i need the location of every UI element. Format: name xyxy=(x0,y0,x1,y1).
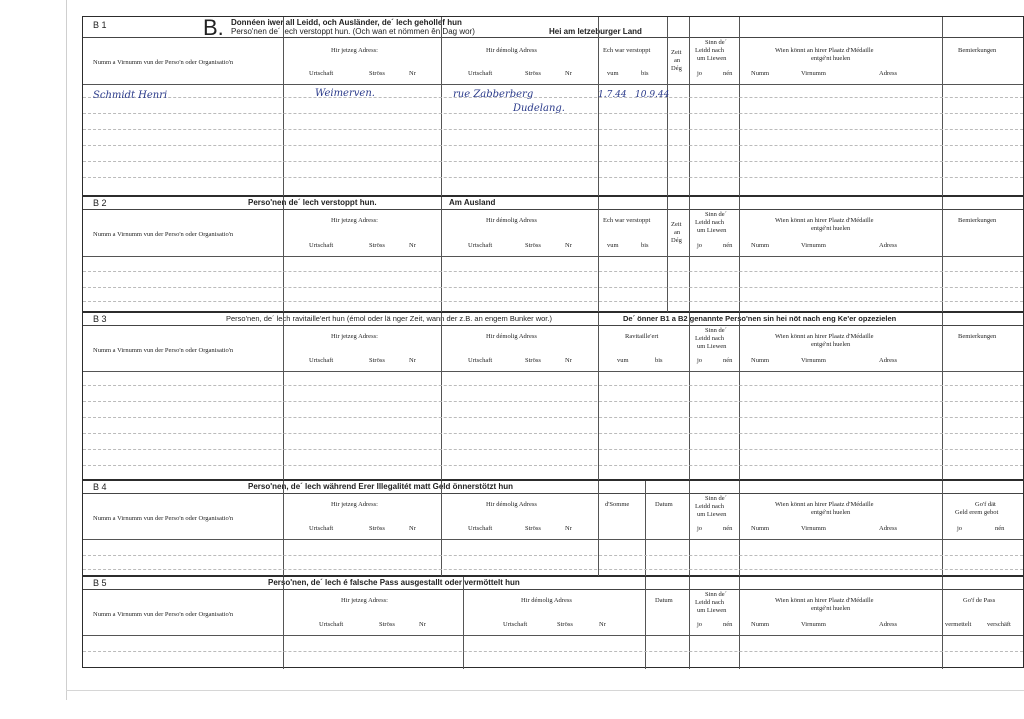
section-code: B 2 xyxy=(93,198,107,208)
col-line xyxy=(645,577,646,669)
section-note: De´ önner B1 a B2 genannte Perso'nen sin hei nöt nach eng Ke'er opzezielen xyxy=(623,314,897,323)
row-line xyxy=(83,145,1023,146)
ortschaft-label: Urtschaft xyxy=(309,525,334,532)
from-label: vum xyxy=(617,357,629,364)
col-line xyxy=(283,197,284,313)
ortschaft-label: Urtschaft xyxy=(319,621,344,628)
col-line xyxy=(645,481,646,577)
alive-header-2: Leidd nach xyxy=(695,503,725,510)
to-label: bis xyxy=(655,357,663,364)
stross-label: Ströss xyxy=(525,70,541,77)
medal-address-label: Adress xyxy=(879,621,898,628)
col-line xyxy=(739,313,740,481)
entry-town[interactable]: Weimerven. xyxy=(315,88,375,99)
alive-header: Sinn de´ xyxy=(705,211,727,218)
row-line xyxy=(83,161,1023,162)
medal-header: Wien könnt an hirer Plaatz d'Médaille xyxy=(775,597,874,604)
medal-header: Wien könnt an hirer Plaatz d'Médaille xyxy=(775,333,874,340)
col-line xyxy=(689,313,690,481)
col-line xyxy=(689,577,690,669)
medal-header: Wien könnt an hirer Plaatz d'Médaille xyxy=(775,217,874,224)
medal-firstname-label: Virnumm xyxy=(801,621,826,628)
medal-firstname-label: Virnumm xyxy=(801,242,826,249)
col-line xyxy=(689,197,690,313)
alive-header: Sinn de´ xyxy=(705,327,727,334)
section-title: Perso'nen de´ lech verstoppt hun. xyxy=(248,198,377,207)
row-line xyxy=(83,401,1023,402)
col-line xyxy=(689,17,690,197)
section-title: Perso'nen, de´ lech é falsche Pass ausgestallt oder vermöttelt hun xyxy=(268,578,520,587)
col-line xyxy=(667,17,668,197)
paper-fold-line xyxy=(66,0,67,700)
entry-old-town[interactable]: Dudelang. xyxy=(513,103,565,114)
stross-label: Ströss xyxy=(369,242,385,249)
nr-label: Nr xyxy=(599,621,606,628)
no-label: nén xyxy=(723,621,733,628)
row-line xyxy=(83,651,1023,652)
alive-header-2: Leidd nach xyxy=(695,219,725,226)
alive-header-3: um Liewen xyxy=(697,511,727,518)
date-header: Datum xyxy=(655,597,673,604)
hidden-header: Ech war verstoppt xyxy=(603,47,651,54)
ortschaft-label: Urtschaft xyxy=(309,242,334,249)
col-line xyxy=(283,313,284,481)
to-label: bis xyxy=(641,70,649,77)
medal-header-2: entgé'nt huelen xyxy=(811,55,851,62)
address-now-header: Hir jetzeg Adress: xyxy=(331,47,378,54)
no-label: nén xyxy=(995,525,1005,532)
col-line xyxy=(598,313,599,481)
no-label: nén xyxy=(723,357,733,364)
nr-label: Nr xyxy=(409,357,416,364)
stross-label: Ströss xyxy=(379,621,395,628)
paper-bottom-edge xyxy=(66,690,1024,691)
row-line xyxy=(83,555,1023,556)
stross-label: Ströss xyxy=(525,242,541,249)
time-header-an: an xyxy=(674,229,681,236)
alive-header-3: um Liewen xyxy=(697,55,727,62)
section-subtitle: Perso'nen de´ lech verstoppt hun. (Och wan et nömmen ên Dag wor) xyxy=(231,27,475,36)
medal-address-label: Adress xyxy=(879,70,898,77)
ortschaft-label: Urtschaft xyxy=(468,70,493,77)
passport-header: Go'f de Pass xyxy=(963,597,996,604)
address-now-header: Hir jetzeg Adress: xyxy=(341,597,388,604)
medal-name-label: Numm xyxy=(751,525,770,532)
alive-header-3: um Liewen xyxy=(697,343,727,350)
no-label: nén xyxy=(723,70,733,77)
medal-address-label: Adress xyxy=(879,357,898,364)
nr-label: Nr xyxy=(565,525,572,532)
ortschaft-label: Urtschaft xyxy=(468,525,493,532)
time-header: Zeit xyxy=(671,221,682,228)
yes-label: jo xyxy=(957,525,963,532)
ortschaft-label: Urtschaft xyxy=(309,357,334,364)
ortschaft-label: Urtschaft xyxy=(309,70,334,77)
col-line xyxy=(441,313,442,481)
col-line xyxy=(598,197,599,313)
medal-name-label: Numm xyxy=(751,70,770,77)
nr-label: Nr xyxy=(565,242,572,249)
from-label: vum xyxy=(607,242,619,249)
nr-label: Nr xyxy=(409,525,416,532)
address-old-header: Hir démolig Adress xyxy=(486,217,537,224)
medal-name-label: Numm xyxy=(751,621,770,628)
hidden-header: Ech war verstoppt xyxy=(603,217,651,224)
money-returned-header-2: Geld erem gebot xyxy=(955,509,999,516)
alive-header: Sinn de´ xyxy=(705,591,727,598)
ortschaft-label: Urtschaft xyxy=(468,357,493,364)
col-line xyxy=(942,17,943,197)
mediated-label: vermettelt xyxy=(945,621,972,628)
sum-header: d'Somme xyxy=(605,501,630,508)
stross-label: Ströss xyxy=(369,525,385,532)
stross-label: Ströss xyxy=(369,357,385,364)
section-location: Am Ausland xyxy=(449,198,496,207)
yes-label: jo xyxy=(697,621,703,628)
medal-address-label: Adress xyxy=(879,242,898,249)
alive-header-2: Leidd nach xyxy=(695,47,725,54)
section-code: B 3 xyxy=(93,314,107,324)
section-b2 xyxy=(82,196,1024,312)
address-now-header: Hir jetzeg Adress: xyxy=(331,217,378,224)
col-line xyxy=(283,481,284,577)
form-part-letter: B. xyxy=(203,15,224,40)
col-line xyxy=(739,481,740,577)
row-line xyxy=(83,385,1023,386)
medal-name-label: Numm xyxy=(751,357,770,364)
medal-name-label: Numm xyxy=(751,242,770,249)
alive-header-3: um Liewen xyxy=(697,607,727,614)
col-line xyxy=(942,577,943,669)
nr-label: Nr xyxy=(419,621,426,628)
nr-label: Nr xyxy=(565,70,572,77)
col-line xyxy=(441,481,442,577)
col-line xyxy=(283,577,284,669)
time-header-days: Dég xyxy=(671,65,682,72)
time-header-days: Dég xyxy=(671,237,682,244)
address-now-header: Hir jetzeg Adress: xyxy=(331,333,378,340)
col-line xyxy=(441,17,442,197)
supplied-header: Ravitaille'ert xyxy=(625,333,659,340)
stross-label: Ströss xyxy=(369,70,385,77)
col-line xyxy=(739,577,740,669)
nr-label: Nr xyxy=(565,357,572,364)
name-header: Numm a Virnumm vun der Perso'n oder Organisatio'n xyxy=(93,347,234,354)
to-label: bis xyxy=(641,242,649,249)
yes-label: jo xyxy=(697,357,703,364)
medal-firstname-label: Virnumm xyxy=(801,525,826,532)
medal-header-2: entgé'nt huelen xyxy=(811,509,851,516)
medal-header: Wien könnt an hirer Plaatz d'Médaille xyxy=(775,501,874,508)
address-old-header: Hir démolig Adress xyxy=(521,597,572,604)
form-sheet xyxy=(82,16,1024,668)
address-old-header: Hir démolig Adress xyxy=(486,501,537,508)
medal-header-2: entgé'nt huelen xyxy=(811,225,851,232)
section-code: B 5 xyxy=(93,578,107,588)
row-line xyxy=(83,177,1023,178)
col-line xyxy=(942,197,943,313)
col-line xyxy=(739,17,740,197)
address-old-header: Hir démolig Adress xyxy=(486,333,537,340)
section-b5 xyxy=(82,576,1024,668)
medal-firstname-label: Virnumm xyxy=(801,357,826,364)
alive-header-2: Leidd nach xyxy=(695,335,725,342)
time-header: Zeit xyxy=(671,49,682,56)
col-line xyxy=(667,197,668,313)
yes-label: jo xyxy=(697,525,703,532)
stross-label: Ströss xyxy=(525,357,541,364)
date-header: Datum xyxy=(655,501,673,508)
alive-header-3: um Liewen xyxy=(697,227,727,234)
address-now-header: Hir jetzeg Adress: xyxy=(331,501,378,508)
row-line xyxy=(83,287,1023,288)
col-line xyxy=(689,481,690,577)
yes-label: jo xyxy=(697,242,703,249)
remarks-header: Bemierkungen xyxy=(958,47,997,54)
section-title: Donnéen iwer all Leidd, och Ausländer, de´ lech gehollef hun xyxy=(231,18,462,27)
ortschaft-label: Urtschaft xyxy=(468,242,493,249)
col-line xyxy=(463,577,464,669)
name-header: Numm a Virnumm vun der Perso'n oder Organisatio'n xyxy=(93,515,234,522)
entry-name[interactable]: Schmidt Henri xyxy=(93,90,168,101)
row-line xyxy=(83,301,1023,302)
row-line xyxy=(83,417,1023,418)
stross-label: Ströss xyxy=(557,621,573,628)
from-label: vum xyxy=(607,70,619,77)
medal-header-2: entgé'nt huelen xyxy=(811,341,851,348)
ortschaft-label: Urtschaft xyxy=(503,621,528,628)
section-b4 xyxy=(82,480,1024,576)
section-code: B 4 xyxy=(93,482,107,492)
col-line xyxy=(942,313,943,481)
row-line xyxy=(83,271,1023,272)
yes-label: jo xyxy=(697,70,703,77)
section-b1 xyxy=(82,16,1024,196)
money-returned-header: Go'f dät xyxy=(975,501,996,508)
alive-header-2: Leidd nach xyxy=(695,599,725,606)
section-code: B 1 xyxy=(93,20,107,30)
remarks-header: Bemierkungen xyxy=(958,217,997,224)
col-line xyxy=(598,481,599,577)
col-line xyxy=(283,17,284,197)
row-line xyxy=(83,449,1023,450)
no-label: nén xyxy=(723,525,733,532)
section-b3 xyxy=(82,312,1024,480)
name-header: Numm a Virnumm vun der Perso'n oder Organisatio'n xyxy=(93,611,234,618)
nr-label: Nr xyxy=(409,70,416,77)
col-line xyxy=(598,17,599,197)
alive-header: Sinn de´ xyxy=(705,495,727,502)
medal-address-label: Adress xyxy=(879,525,898,532)
stross-label: Ströss xyxy=(525,525,541,532)
section-title: Perso'nen, de´ lech während Erer Illegalitét matt Geld önnerstötzt hun xyxy=(248,482,514,491)
row-line xyxy=(83,129,1023,130)
medal-header-2: entgé'nt huelen xyxy=(811,605,851,612)
name-header: Numm a Virnumm vun der Perso'n oder Organisatio'n xyxy=(93,59,234,66)
row-line xyxy=(83,465,1023,466)
row-line xyxy=(83,569,1023,570)
section-title: Perso'nen, de´ lech ravitaille'ert hun (émol oder lä nger Zeit, wann der z.B. an engem Bunker wor.) xyxy=(226,314,552,323)
medal-firstname-label: Virnumm xyxy=(801,70,826,77)
procured-label: verschäft xyxy=(987,621,1011,628)
entry-to-date[interactable]: 10.9.44 xyxy=(635,90,670,100)
alive-header: Sinn de´ xyxy=(705,39,727,46)
address-old-header: Hir démolig Adress xyxy=(486,47,537,54)
col-line xyxy=(942,481,943,577)
entry-old-street[interactable]: rue Zabberberg xyxy=(453,89,534,100)
time-header-an: an xyxy=(674,57,681,64)
col-line xyxy=(441,197,442,313)
col-line xyxy=(739,197,740,313)
no-label: nén xyxy=(723,242,733,249)
row-line xyxy=(83,433,1023,434)
medal-header: Wien könnt an hirer Plaatz d'Médaille xyxy=(775,47,874,54)
name-header: Numm a Virnumm vun der Perso'n oder Organisatio'n xyxy=(93,231,234,238)
section-location: Hei am letzeburger Land xyxy=(549,27,642,36)
row-line xyxy=(83,97,1023,98)
nr-label: Nr xyxy=(409,242,416,249)
entry-from-date[interactable]: 1.7.44 xyxy=(598,90,627,100)
remarks-header: Bemierkungen xyxy=(958,333,997,340)
